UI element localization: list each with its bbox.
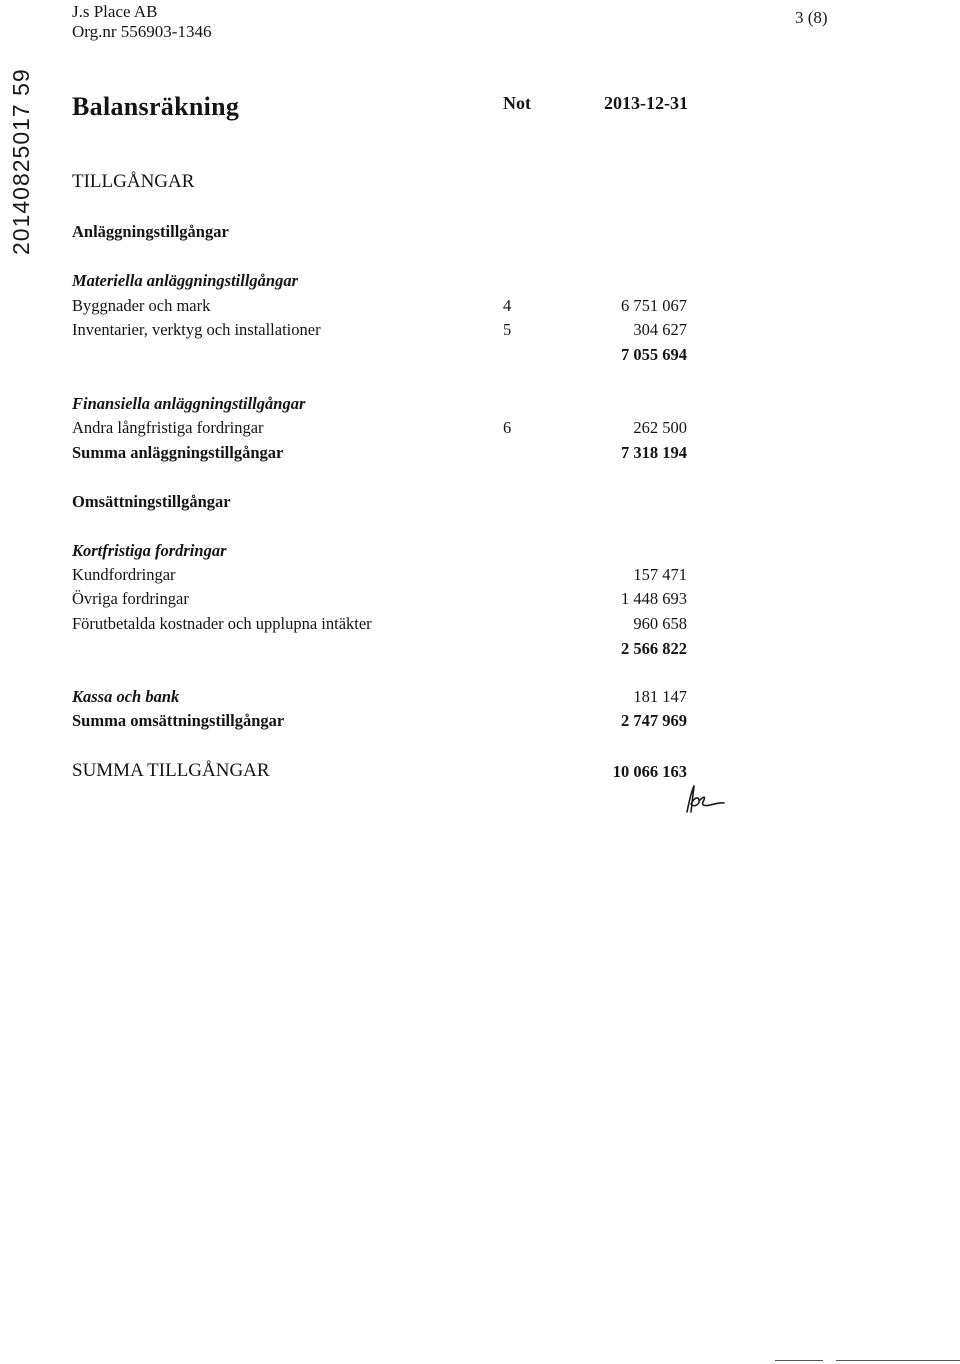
row-value: 1 448 693 <box>621 589 687 608</box>
subtotal-tangible: 7 055 694 <box>621 345 687 364</box>
group-heading-receivables: Kortfristiga fordringar <box>72 541 227 560</box>
row-value: 304 627 <box>633 320 687 339</box>
row-note: 6 <box>503 418 512 437</box>
row-value: 960 658 <box>633 614 687 633</box>
grand-total-label: SUMMA TILLGÅNGAR <box>72 760 270 781</box>
total-label-current-assets: Summa omsättningstillgångar <box>72 711 285 730</box>
row-label: Kundfordringar <box>72 565 176 584</box>
grand-total-value: 10 066 163 <box>612 762 687 781</box>
total-value-current-assets: 2 747 969 <box>621 711 687 730</box>
footer-rule-right <box>836 1360 960 1361</box>
handwritten-initials <box>680 780 728 816</box>
subsection-heading-fixed-assets: Anläggningstillgångar <box>72 222 229 241</box>
company-name: J.s Place AB <box>72 2 158 21</box>
subsection-heading-current-assets: Omsättningstillgångar <box>72 492 231 511</box>
row-label: Byggnader och mark <box>72 296 211 315</box>
row-label: Övriga fordringar <box>72 589 189 608</box>
section-heading-assets: TILLGÅNGAR <box>72 171 195 192</box>
total-label-fixed-assets: Summa anläggningstillgångar <box>72 443 284 462</box>
subtotal-receivables: 2 566 822 <box>621 639 687 658</box>
row-value: 157 471 <box>633 565 687 584</box>
row-value: 262 500 <box>633 418 687 437</box>
column-header-date: 2013-12-31 <box>604 93 688 113</box>
page-title: Balansräkning <box>72 92 240 121</box>
row-note: 4 <box>503 296 512 315</box>
row-label: Inventarier, verktyg och installationer <box>72 320 321 339</box>
column-header-note: Not <box>503 93 531 113</box>
filing-number-stamp: 20140825017 59 <box>8 68 34 255</box>
row-label: Förutbetalda kostnader och upplupna intäkter <box>72 614 372 633</box>
row-note: 5 <box>503 320 512 339</box>
cash-value: 181 147 <box>633 687 687 706</box>
total-value-fixed-assets: 7 318 194 <box>621 443 687 462</box>
org-number: Org.nr 556903-1346 <box>72 22 212 41</box>
row-value: 6 751 067 <box>621 296 687 315</box>
group-heading-tangible: Materiella anläggningstillgångar <box>72 271 299 290</box>
row-label: Andra långfristiga fordringar <box>72 418 264 437</box>
footer-rule-left <box>775 1360 823 1361</box>
page-number: 3 (8) <box>795 8 828 27</box>
cash-label: Kassa och bank <box>72 687 180 706</box>
group-heading-financial: Finansiella anläggningstillgångar <box>72 394 306 413</box>
